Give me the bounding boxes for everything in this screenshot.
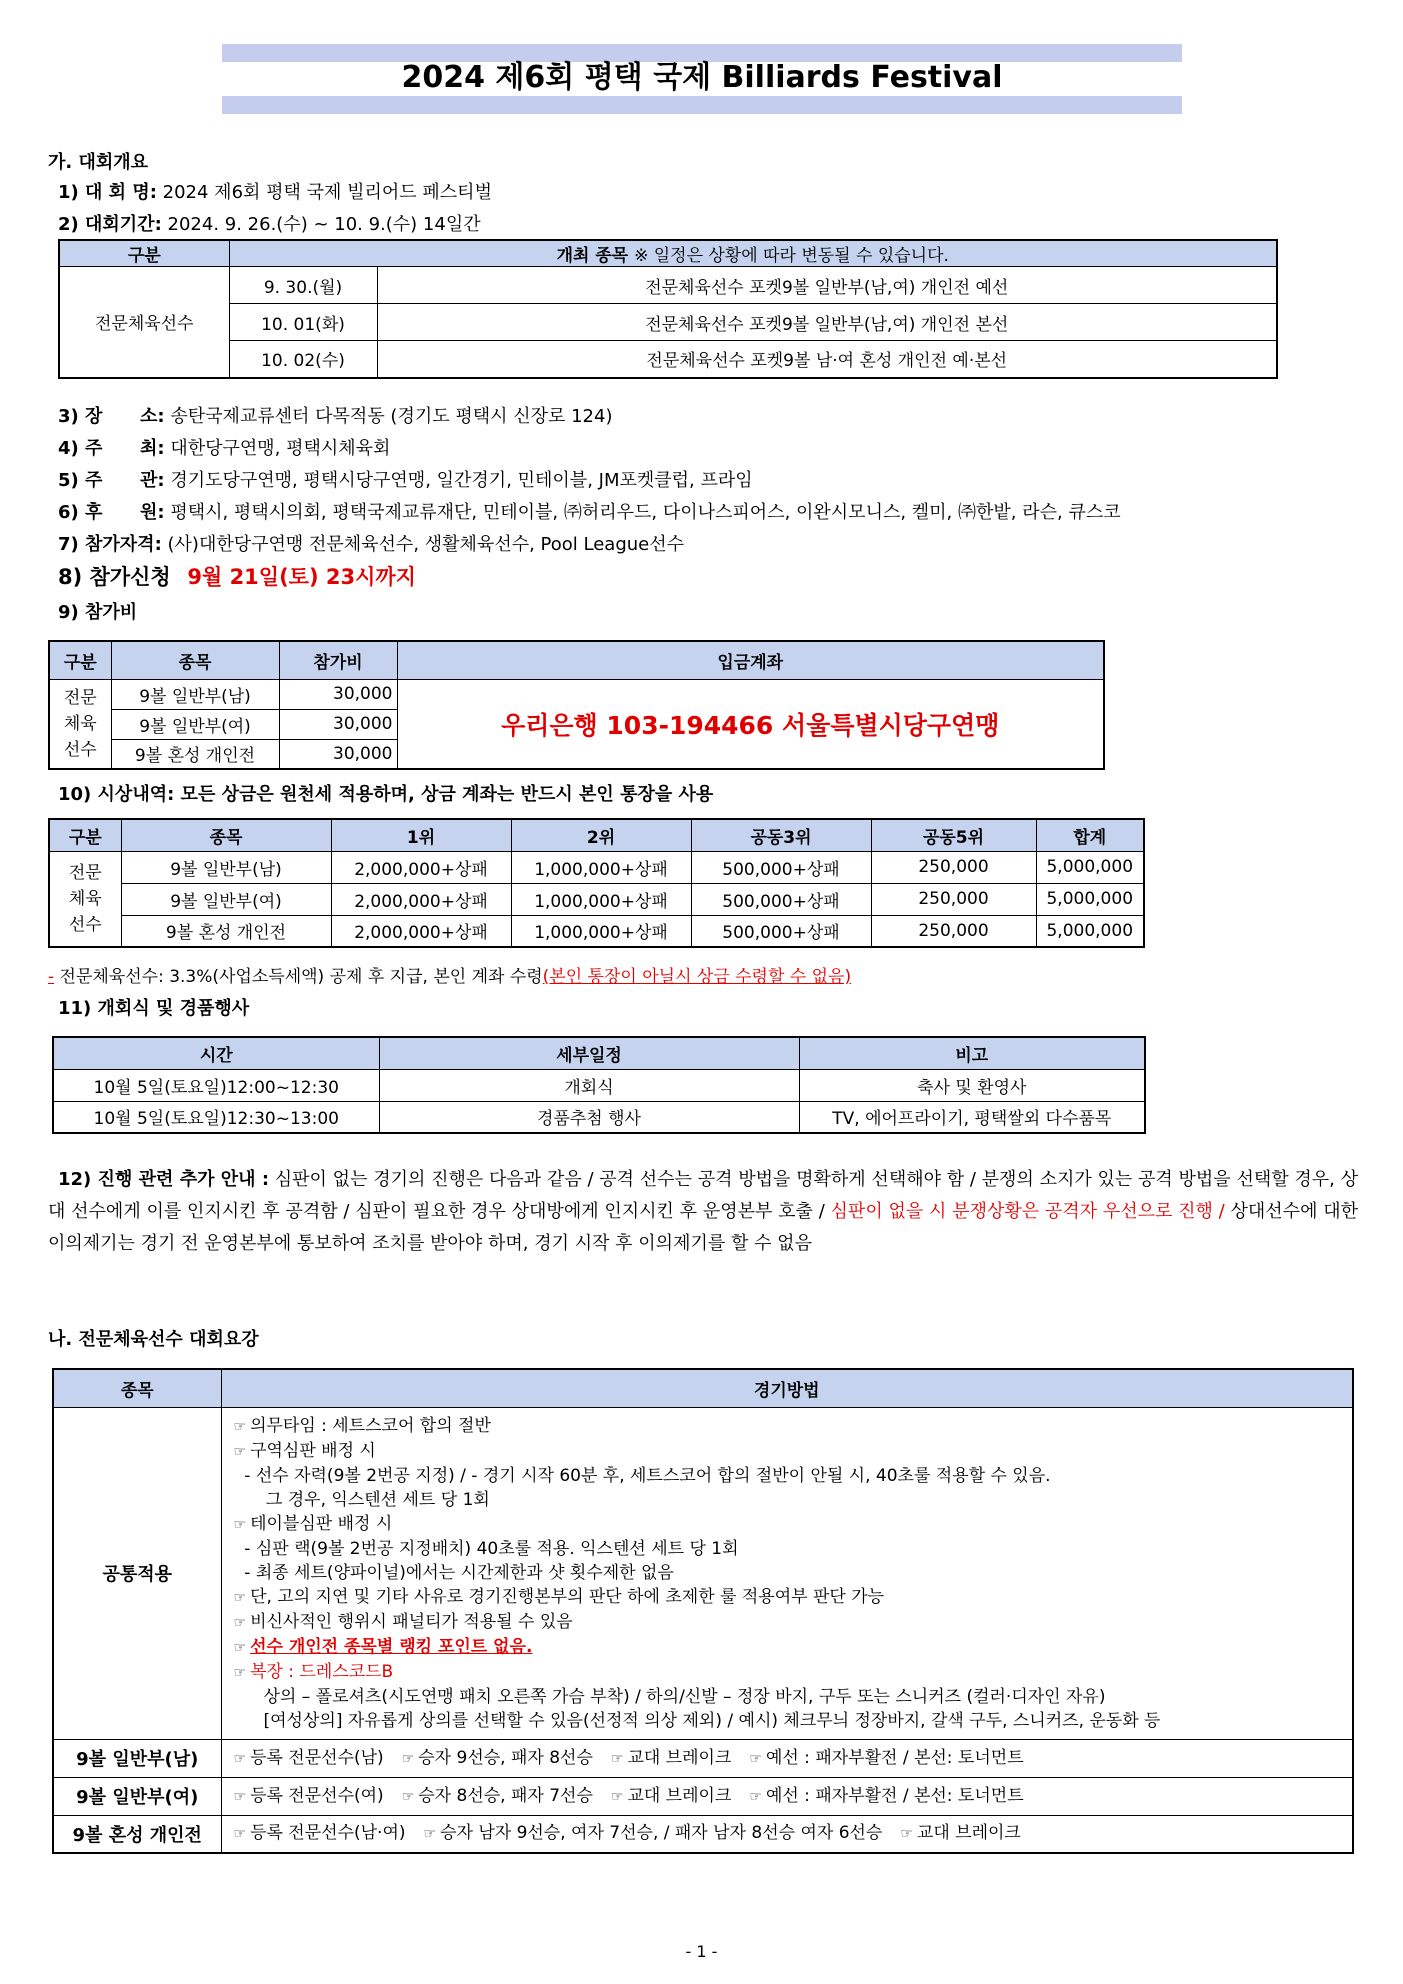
pointing-hand-icon: ☞ [233,1516,247,1533]
item-label: 7) 참가자격: [58,534,162,555]
tax-note-dash: - [48,967,55,987]
header-cell: 공동5위 [871,819,1036,851]
table-header-row [59,240,1277,267]
pointing-hand-icon: ☞ [401,1750,415,1767]
notice-text-red: 심판이 없을 시 분쟁상황은 공격자 우선으로 진행 / [830,1201,1231,1222]
event-label: 9볼 혼성 개인전 [53,1815,221,1853]
rule-line [234,1488,1343,1512]
event-label: 9볼 일반부(여) [53,1777,221,1815]
title-banner [222,40,1182,118]
pointing-hand-icon: ☞ [900,1826,913,1843]
item-organizer [58,468,753,494]
fee-cell: 30,000 [279,679,397,709]
pointing-hand-icon: ☞ [233,1788,247,1805]
header-cell: 종목 [111,641,279,679]
header-event-label: 개최 종목 [556,246,629,266]
item-label: 8) 참가신청 [58,565,171,589]
event-rules-line [234,1821,1343,1846]
rule-text: - 선수 자력(9볼 2번공 지정) / - 경기 시작 60분 후, 세트스코어 합의 절반이 안될 시, 40초룰 적용할 수 있음. [233,1465,1051,1486]
pointing-hand-icon: ☞ [233,1826,247,1843]
table-header-row [49,819,1144,851]
pointing-hand-icon: ☞ [233,1589,247,1606]
item-label: 1) 대 회 명: [58,182,157,203]
rules-table [52,1368,1354,1854]
table-row [49,851,1144,883]
prize-cell: 500,000+상패 [691,915,871,947]
event-cell: 9볼 일반부(남) [111,679,279,709]
event-rules-line [234,1784,1343,1809]
rule-text: - 최종 세트(양파이널)에서는 시간제한과 샷 횟수제한 없음 [233,1562,674,1583]
event-rules-cell [221,1739,1353,1777]
event-rule-text: 승자 9선승, 패자 8선승 [418,1747,593,1768]
item-label: 4) 주 최: [58,438,165,459]
common-rules-list [234,1414,1343,1635]
prize-cell: 5,000,000 [1036,851,1144,883]
event-cell: 9볼 일반부(남) [121,851,331,883]
header-cell: 비고 [799,1037,1145,1069]
pointing-hand-icon: ☞ [749,1750,762,1767]
item-prize-heading: 10) 시상내역: 모든 상금은 원천세 적용하며, 상금 계좌는 반드시 본인 통장을 사용 [58,784,714,805]
item-label: 6) 후 원: [58,502,165,523]
notice-text-2: 상대선수에 대한 이의제기는 경기 전 운영본부에 통보하여 조치를 받아야 하며, 경기 시작 후 이의제기를 할 수 없음 [48,1201,1358,1254]
ceremony-table [52,1036,1146,1134]
fee-cell: 30,000 [279,709,397,739]
notice-label: 12) 진행 관련 추가 안내 : [58,1169,270,1190]
rule-text: 단, 고의 지연 및 기타 사유로 경기진행본부의 판단 하에 초제한 룰 적용여부 판단 가능 [250,1586,885,1607]
rule-line-ranking [234,1635,1343,1660]
item-event-name [58,180,492,206]
pointing-hand-icon: ☞ [610,1750,624,1767]
pointing-hand-icon: ☞ [233,1664,247,1681]
rule-line [234,1414,1343,1439]
item-ceremony-heading: 11) 개회식 및 경품행사 [58,998,250,1019]
item-label: 2) 대회기간: [58,214,162,235]
header-cell: 입금계좌 [397,641,1104,679]
event-rules-line [234,1746,1343,1771]
detail-cell: 개회식 [379,1069,799,1101]
header-cell: 세부일정 [379,1037,799,1069]
event-cell: 9볼 일반부(여) [111,709,279,739]
header-cell: 구분 [49,819,121,851]
page-number: - 1 - [685,1942,718,1961]
header-cell: 2위 [511,819,691,851]
item-host [58,436,390,462]
prize-cell: 2,000,000+상패 [331,883,511,915]
header-note: ※ 일정은 상황에 따라 변동될 수 있습니다. [634,246,949,266]
fee-cell: 30,000 [279,739,397,769]
event-label: 9볼 일반부(남) [53,1739,221,1777]
common-rules-cell [221,1407,1353,1739]
header-cell: 합계 [1036,819,1144,851]
pointing-hand-icon: ☞ [233,1443,247,1460]
item-value: 경기도당구연맹, 평택시당구연맹, 일간경기, 민테이블, JM포켓클럽, 프라임 [170,470,753,491]
prize-cell: 1,000,000+상패 [511,851,691,883]
time-cell: 10월 5일(토요일)12:00~12:30 [53,1069,379,1101]
rule-text: - 심판 랙(9볼 2번공 지정배치) 40초룰 적용. 익스텐션 세트 당 1회 [233,1538,739,1559]
item-value: 송탄국제교류센터 다목적동 (경기도 평택시 신장로 124) [170,406,613,427]
prize-cell: 250,000 [871,883,1036,915]
event-rule-text: 등록 전문선수(남·여) [250,1823,406,1844]
header-cell: 1위 [331,819,511,851]
rule-text: 의무타임 : 세트스코어 합의 절반 [250,1415,491,1436]
note-cell: TV, 에어프라이기, 평택쌀외 다수품목 [799,1101,1145,1133]
table-row [59,267,1277,304]
group-cell: 전문체육선수 [59,267,229,378]
rule-line [234,1512,1343,1537]
item-fee-heading: 9) 참가비 [58,602,138,623]
item-label: 5) 주 관: [58,470,165,491]
event-rule-text: 승자 남자 9선승, 여자 7선승, / 패자 남자 8선승 여자 6선승 [440,1823,883,1844]
item-value: 대한당구연맹, 평택시체육회 [170,438,391,459]
event-rule-text: 교대 브레이크 [916,1823,1021,1844]
item-value: 평택시, 평택시의회, 평택국제교류재단, 민테이블, ㈜허리우드, 다이나스피어스, 이완시모니스, 켈미, ㈜한밭, 라슨, 큐스코 [170,502,1121,523]
event-cell: 9볼 일반부(여) [121,883,331,915]
registration-deadline: 9월 21일(토) 23시까지 [187,565,416,589]
event-rule-text: 교대 브레이크 [627,1785,732,1806]
rule-line [234,1464,1343,1488]
ranking-note: 선수 개인전 종목별 랭킹 포인트 없음. [250,1636,533,1657]
rule-text: 테이블심판 배정 시 [250,1513,393,1534]
event-rule-text: 승자 8선승, 패자 7선승 [418,1785,593,1806]
prize-cell: 1,000,000+상패 [511,915,691,947]
header-cell: 구분 [59,240,229,267]
header-cell: 경기방법 [221,1369,1353,1407]
title-bar-bottom [222,96,1182,114]
group-cell: 전문 체육 선수 [49,679,111,769]
rule-line [234,1585,1343,1610]
table-row [49,883,1144,915]
header-cell: 종목 [121,819,331,851]
event-cell: 전문체육선수 포켓9볼 일반부(남,여) 개인전 예선 [377,267,1277,304]
table-header-row [49,641,1104,679]
event-cell: 9볼 혼성 개인전 [111,739,279,769]
table-row [49,679,1104,709]
event-rule-text: 예선 : 패자부활전 / 본선: 토너먼트 [765,1785,1024,1806]
prize-cell: 250,000 [871,851,1036,883]
pointing-hand-icon: ☞ [401,1788,415,1805]
item-sponsor [58,500,1121,526]
prize-cell: 1,000,000+상패 [511,883,691,915]
prize-cell: 500,000+상패 [691,851,871,883]
event-rules-cell [221,1815,1353,1853]
page-title: 2024 제6회 평택 국제 Billiards Festival [401,60,1003,95]
prize-table [48,818,1145,948]
prize-cell: 2,000,000+상패 [331,915,511,947]
section-b-heading: 나. 전문체육선수 대회요강 [48,1329,259,1350]
prize-cell: 500,000+상패 [691,883,871,915]
bank-account: 우리은행 103-194466 서울특별시당구연맹 [397,679,1104,769]
fee-table [48,640,1105,770]
prize-cell: 2,000,000+상패 [331,851,511,883]
item-venue [58,404,612,430]
table-row-event [53,1739,1353,1777]
event-cell: 전문체육선수 포켓9볼 남·여 혼성 개인전 예·본선 [377,341,1277,378]
group-cell: 전문 체육 선수 [49,851,121,947]
table-header-row [53,1369,1353,1407]
table-header-row [53,1037,1145,1069]
pointing-hand-icon: ☞ [233,1750,247,1767]
dress-label: 복장 : 드레스코드B [250,1661,394,1682]
section-a-heading: 가. 대회개요 [48,152,149,173]
tax-note-warning: (본인 통장이 아닐시 상금 수령할 수 없음) [542,967,852,987]
header-cell: 참가비 [279,641,397,679]
header-cell: 공동3위 [691,819,871,851]
pointing-hand-icon: ☞ [233,1418,247,1435]
rule-text: 그 경우, 익스텐션 세트 당 1회 [233,1489,490,1510]
table-row-event [53,1815,1353,1853]
notice-text-1: 심판이 없는 경기의 진행은 다음과 같음 / 공격 선수는 공격 방법을 명확하게 선택해야 함 / 분쟁의 소지가 있는 공격 방법을 선택할 경우, 상대 선수에게 이를 인지시킨 후 공격함 / 심판이 필요한 경우 상대방에게 인지시킨 후 운영본부 호출 / [48,1169,1358,1222]
pointing-hand-icon: ☞ [610,1788,624,1805]
detail-cell: 경품추첨 행사 [379,1101,799,1133]
item-eligibility [58,532,684,558]
rule-line [234,1561,1343,1585]
event-rule-text: 교대 브레이크 [627,1747,732,1768]
event-cell: 전문체육선수 포켓9볼 일반부(남,여) 개인전 본선 [377,304,1277,341]
header-cell: 시간 [53,1037,379,1069]
dress-line: 상의 – 폴로셔츠(시도연맹 패치 오른쪽 가슴 부착) / 하의/신발 – 정장 바지, 구두 또는 스니커즈 (컬러·디자인 자유) [263,1686,1106,1707]
table-row [53,1069,1145,1101]
item-value: 2024 제6회 평택 국제 빌리어드 페스티벌 [162,182,492,203]
item-period [58,212,481,238]
schedule-table [58,239,1278,379]
tax-note-text: 전문체육선수: 3.3%(사업소득세액) 공제 후 지급, 본인 계좌 수령 [54,967,543,987]
table-row-common [53,1407,1353,1739]
event-cell: 9볼 혼성 개인전 [121,915,331,947]
event-rule-text: 등록 전문선수(남) [250,1747,384,1768]
header-cell [229,240,1277,267]
date-cell: 10. 01(화) [229,304,377,341]
header-cell: 구분 [49,641,111,679]
event-rules-cell [221,1777,1353,1815]
item-value: 2024. 9. 26.(수) ~ 10. 9.(수) 14일간 [167,214,481,235]
pointing-hand-icon: ☞ [233,1614,247,1631]
event-rule-text: 등록 전문선수(여) [250,1785,384,1806]
date-cell: 10. 02(수) [229,341,377,378]
pointing-hand-icon: ☞ [749,1788,762,1805]
item-label: 3) 장 소: [58,406,165,427]
date-cell: 9. 30.(월) [229,267,377,304]
common-label: 공통적용 [53,1407,221,1739]
item-value: (사)대한당구연맹 전문체육선수, 생활체육선수, Pool League선수 [167,534,685,555]
rule-text: 구역심판 배정 시 [250,1440,376,1461]
event-rule-text: 예선 : 패자부활전 / 본선: 토너먼트 [765,1747,1024,1768]
rule-line [234,1610,1343,1635]
table-row [53,1101,1145,1133]
table-row-event [53,1777,1353,1815]
item-registration [58,564,416,590]
tax-note [48,964,851,990]
table-row [59,304,1277,341]
table-row [59,341,1277,378]
rule-line-dress [234,1660,1343,1685]
pointing-hand-icon: ☞ [423,1826,437,1843]
rule-text: 비신사적인 행위시 패널티가 적용될 수 있음 [250,1611,573,1632]
time-cell: 10월 5일(토요일)12:30~13:00 [53,1101,379,1133]
progress-notice [48,1164,1358,1260]
dress-line: [여성상의] 자유롭게 상의를 선택할 수 있음(선정적 의상 제외) / 예시) 체크무늬 정장바지, 갈색 구두, 스니커즈, 운동화 등 [263,1710,1161,1731]
table-row [49,915,1144,947]
prize-cell: 250,000 [871,915,1036,947]
rule-line [234,1439,1343,1464]
prize-cell: 5,000,000 [1036,915,1144,947]
header-cell: 종목 [53,1369,221,1407]
note-cell: 축사 및 환영사 [799,1069,1145,1101]
rule-line [234,1537,1343,1561]
prize-cell: 5,000,000 [1036,883,1144,915]
pointing-hand-icon: ☞ [233,1639,247,1656]
